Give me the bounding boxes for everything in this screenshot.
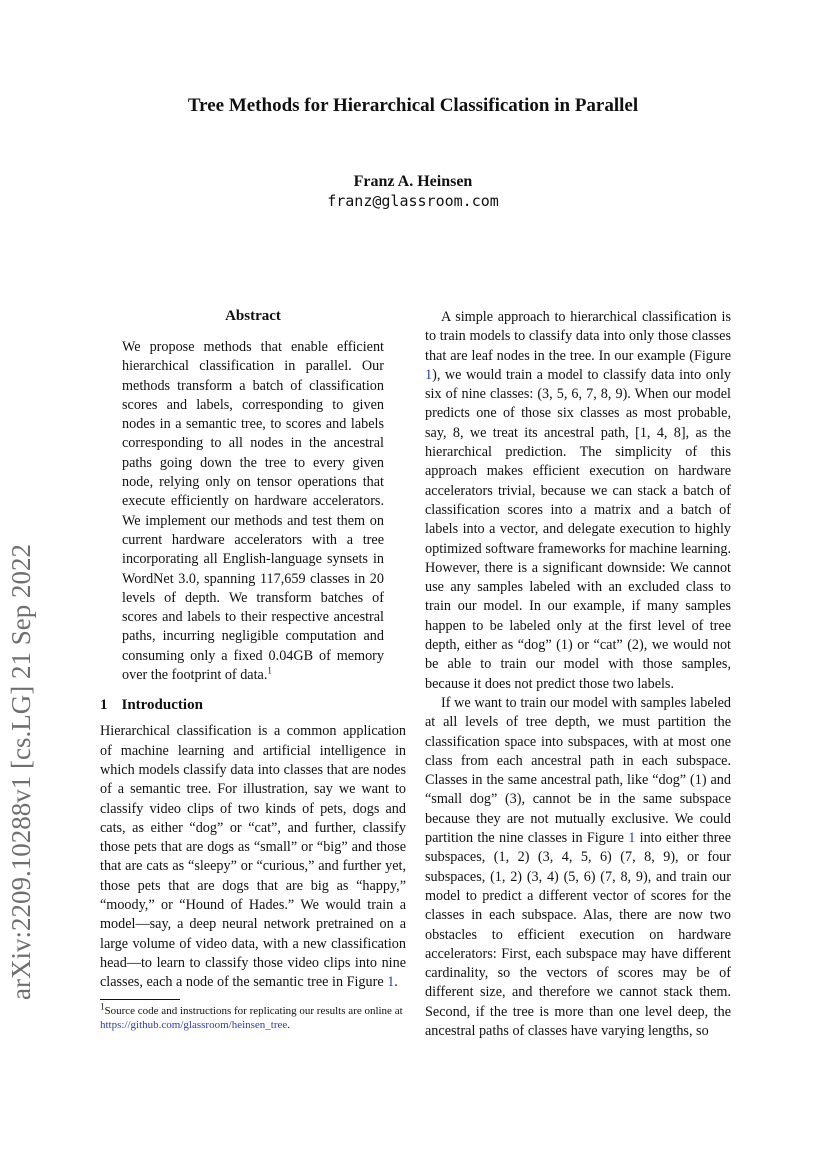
para1-text-b: ), we would train a model to classify data into only six of nine classes: (3, 5, 6, 7, 8, 9). When our model predicts one of those six classes as most probable, say, 8, we treat its ancestral path, [1, 4, 8], as the hierarchical prediction. The simplicity of this approach makes efficient execution on hardware accelerators trivial, because we can stack a batch of classification scores into a matrix and a batch of labels into a vector, and delegate execution to highly optimized software frameworks for machine learning. However, there is a significant downside: We cannot use any samples labeled with an excluded class to train our model. In our example, if many samples happen to be labeled only at the first level of tree depth, either as “dog” (1) or “cat” (2), we would not be able to train our model with those samples, because it does not predict those two labels. (425, 366, 731, 692)
body-paragraph (425, 694, 731, 1041)
para2-text-b: into either three subspaces, (1, 2) (3, 4, 5, 6) (7, 8, 9), or four subspaces, (1, 2) (3, 4) (5, 6) (7, 8, 9), and train our model to predict a different vector of scores for the classes in each subspace. Alas, there are now two obstacles to efficient execution on hardware accelerators: First, each subspace may have different cardinality, so the vectors of scores may be of different size, and therefore we cannot stack them. Second, if the tree is more than one level deep, the ancestral paths of classes have varying lengths, so (425, 830, 731, 1039)
footnote-end: . (287, 1018, 291, 1031)
section-number: 1 (100, 697, 108, 714)
footnote-divider (100, 999, 180, 1000)
figure-ref-link[interactable]: 1 (387, 974, 395, 991)
figure-ref-link[interactable]: 1 (425, 366, 433, 383)
abstract-body (122, 338, 384, 685)
left-column (100, 308, 406, 1032)
right-column (425, 308, 731, 1041)
footnote-text: Source code and instructions for replicating our results are online at (104, 1004, 403, 1017)
author-email: franz@glassroom.com (327, 192, 499, 210)
abstract-heading: Abstract (225, 308, 281, 324)
abstract-text: We propose methods that enable efficient hierarchical classification in parallel. Our methods transform a batch of classification scores and labels, corresponding to given nodes in a semantic tree, to scores and labels corresponding to all nodes in the ancestral paths going down the tree to every given node, relying only on tensor operations that execute efficiently on hardware accelerators. We implement our methods and test them on current hardware accelerators with a tree incorporating all English-language synsets in WordNet 3.0, spanning 117,659 classes in 20 levels of depth. We transform batches of scores and labels to their respective ancestral paths, incurring negligible computation and consuming only a fixed 0.04GB of memory over the footprint of data. (122, 339, 384, 684)
paper-title: Tree Methods for Hierarchical Classification in Parallel (187, 95, 639, 116)
intro-text: Hierarchical classification is a common application of machine learning and artificial intelligence in which models classify data into classes that are nodes of a semantic tree. For illustration, say we want to classify video clips of two kinds of pets, dogs and cats, as either “dog” or “cat”, and further, classify those pets that are dogs as “small” or “big” and those that are cats as “sleepy” or “curious,” and further yet, those pets that are dogs that are big as “happy,” “moody,” or “Hound of Hades.” We would train a model—say, a deep neural network pretrained on a large volume of video data, with a new classification head—to learn to classify those video clips into nine classes, each a node of the semantic tree in Figure (100, 723, 406, 991)
section-title: Introduction (121, 697, 203, 714)
body-paragraph (425, 308, 731, 694)
para2-text-a: If we want to train our model with samples labeled at all levels of tree depth, we must partition the classification space into subspaces, with at most one class from each ancestral path in each subspace. Classes in the same ancestral path, like “dog” (1) and “small dog” (3), cannot be in the same subspace because they are not mutually exclusive. We could partition the nine classes in Figure (425, 694, 731, 847)
footnote-marker: 1 (267, 665, 272, 676)
intro-end: . (394, 974, 398, 991)
author-name: Franz A. Heinsen (353, 173, 473, 190)
footnote (100, 1000, 406, 1032)
arxiv-identifier: arXiv:2209.10288v1 [cs.LG] 21 Sep 2022 (6, 544, 36, 1000)
intro-paragraph (100, 722, 406, 992)
figure-ref-link[interactable]: 1 (628, 830, 636, 847)
github-link[interactable]: https://github.com/glassroom/heinsen_tree (100, 1018, 288, 1031)
para1-text-a: A simple approach to hierarchical classification is to train models to classify data into only those classes that are leaf nodes in the tree. In our example (Figure (425, 309, 731, 364)
footnote-number: 1 (100, 1000, 105, 1011)
section-heading (100, 697, 406, 714)
